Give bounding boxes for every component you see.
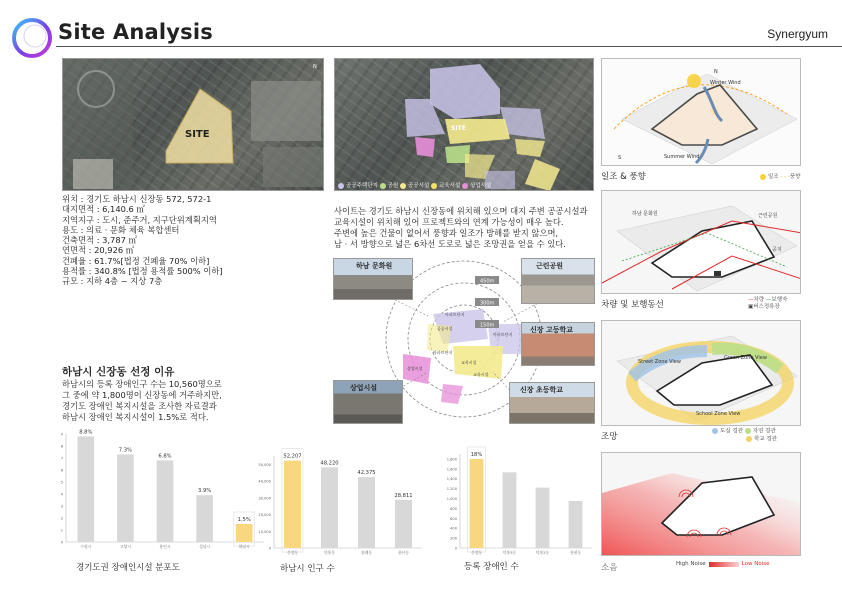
context-aerial-photo <box>334 58 594 191</box>
context-line: 교육시설이 위치해 있어 프로젝트와의 연계 가능성이 매우 높다. <box>334 217 564 227</box>
x-tick-label: 위례동 <box>360 550 373 555</box>
legend-housing-icon <box>338 183 344 189</box>
chart-population-svg <box>250 444 430 556</box>
data-label: 18% <box>470 451 483 458</box>
y-tick-label: 600 <box>450 516 457 521</box>
data-label: 48,220 <box>320 460 339 467</box>
bar <box>77 436 94 542</box>
photo-elementary-school <box>509 382 595 424</box>
reason-title: 하남시 신장동 선정 이유 <box>62 366 175 378</box>
site-info-item: 용적률 : 340.8% [법정 용적률 500% 이하] <box>62 266 223 277</box>
city-view-icon <box>712 428 718 434</box>
traffic-label: 근린공원 <box>758 213 778 219</box>
bar <box>321 467 338 548</box>
site-label: SITE <box>185 129 210 140</box>
y-tick-label: 30,000 <box>258 496 271 501</box>
ring-label: 450m <box>480 278 495 285</box>
bar <box>536 488 550 548</box>
y-tick-label: 9 <box>60 432 63 437</box>
chart-registered-disabled <box>430 442 600 556</box>
north-marker: N <box>714 69 718 75</box>
traffic-label: 공지 <box>772 247 782 253</box>
x-tick-label: 하남시 <box>238 544 250 549</box>
legend-public-icon <box>400 183 406 189</box>
y-tick-label: 6 <box>60 468 63 473</box>
reason-line: 하남시의 등록 장애인구 수는 10,560명으로 <box>62 379 222 389</box>
south-marker: S <box>618 155 622 161</box>
y-tick-label: 0 <box>60 540 63 545</box>
x-tick-label: 용인시 <box>159 544 171 549</box>
site-aerial-overlay <box>63 59 324 191</box>
context-line: 주변에 높은 건물이 없어서 풍향과 일조가 방해를 받지 않으며, <box>334 228 559 238</box>
y-tick-label: 1,800 <box>446 457 457 462</box>
bar <box>569 501 583 548</box>
legend-item: 보행자 <box>771 297 788 303</box>
noise-diagram <box>601 452 801 556</box>
diagram-caption: 조망 <box>601 432 618 442</box>
ring-label: 150m <box>480 322 495 329</box>
data-label: 8.8% <box>79 429 93 436</box>
legend-item: 공원 <box>387 183 399 189</box>
traffic-legend <box>748 297 787 311</box>
ring-label: 300m <box>480 300 495 307</box>
traffic-label: 하남 문화원 <box>632 211 658 217</box>
photo-label: 근린공원 <box>536 262 564 270</box>
site-info-item: 건축면적 : 3,787 ㎡ <box>62 235 137 246</box>
diagram-caption: 소음 <box>601 563 618 573</box>
site-info-item: 지역지구 : 도시, 준주거, 지구단위계획지역 <box>62 214 217 225</box>
legend-item: 상업시설 <box>470 183 492 189</box>
chart-caption: 등록 장애인 수 <box>464 562 519 572</box>
legend-item: 차량 <box>753 297 765 303</box>
y-tick-label: 7 <box>60 456 63 461</box>
sun-wind-diagram <box>601 58 801 166</box>
view-diagram <box>601 320 801 426</box>
winter-wind-label: Winter Wind <box>710 80 741 86</box>
photo-cultural-center <box>333 258 413 300</box>
data-label: 52,207 <box>283 453 302 460</box>
bar <box>503 472 517 548</box>
view-legend <box>712 428 777 443</box>
traffic-drawing <box>602 191 801 294</box>
bar <box>395 500 412 548</box>
context-legend <box>338 181 491 189</box>
site-info-item: 건폐율 : 61.7%[법정 건폐율 70% 이하] <box>62 255 210 266</box>
bar <box>157 460 174 542</box>
context-description <box>334 206 596 250</box>
data-label: 6.8% <box>158 453 172 460</box>
y-tick-label: 3 <box>60 504 63 509</box>
chart-facility-distribution-svg <box>52 424 272 554</box>
x-tick-label: 덕풍동 <box>323 550 336 555</box>
legend-item: 버스정류장 <box>753 304 780 310</box>
y-tick-label: 1,600 <box>446 467 457 472</box>
data-label: 28,811 <box>394 492 413 499</box>
legend-education-icon <box>431 183 437 189</box>
diagram-caption: 일조 & 풍향 <box>601 172 646 182</box>
bar <box>284 461 301 548</box>
y-tick-label: 1 <box>60 528 63 533</box>
bar <box>117 454 134 542</box>
sun-wind-drawing <box>602 59 801 166</box>
site-info-item: 연면적 : 20,926 ㎡ <box>62 245 135 256</box>
x-tick-label: 천현동 <box>569 550 582 555</box>
photo-label: 신장 초등학교 <box>520 386 564 394</box>
chart-caption: 하남시 인구 수 <box>280 564 335 574</box>
diagram-caption: 차량 및 보행동선 <box>601 300 664 310</box>
y-tick-label: 1,400 <box>446 477 457 482</box>
y-tick-label: 400 <box>450 526 457 531</box>
zone-label: 아파트단지 <box>433 350 453 355</box>
data-label: 1.5% <box>237 517 251 523</box>
y-tick-label: 4 <box>60 492 63 497</box>
reason-text <box>62 379 302 423</box>
site-aerial-photo <box>62 58 324 191</box>
data-label: 7.3% <box>118 447 132 454</box>
legend-item: 공공시설 <box>408 183 430 189</box>
context-site-label: SITE <box>451 125 466 132</box>
bar <box>196 495 213 542</box>
legend-item: 풍향 <box>789 174 801 180</box>
y-tick-label: 5 <box>60 480 63 485</box>
zone-label: 아파트단지 <box>493 332 513 337</box>
photo-high-school <box>521 322 595 366</box>
x-tick-label: 풍산동 <box>397 550 410 555</box>
traffic-diagram <box>601 190 801 294</box>
zone-label: 상업시설 <box>407 366 423 371</box>
zone-label: 아파트단지 <box>445 312 465 317</box>
zone-label: 공공시설 <box>437 326 453 331</box>
y-tick-label: 20,000 <box>258 513 271 518</box>
north-marker: N <box>313 64 317 70</box>
y-tick-label: 10,000 <box>258 529 271 534</box>
photo-park <box>521 258 595 304</box>
chart-caption: 경기도권 장애인시설 분포도 <box>76 563 180 573</box>
view-label: Street Zone View <box>638 359 681 365</box>
legend-commercial-icon <box>462 183 468 189</box>
noise-gradient-bar <box>709 562 739 567</box>
nature-view-icon <box>745 428 751 434</box>
pedestrian-line-icon: — <box>765 297 772 303</box>
reason-line: 그 중에 약 1,800명이 신장동에 거주하지만, <box>62 390 222 400</box>
view-drawing <box>602 321 801 426</box>
site-info-item: 규모 : 지하 4층 ~ 지상 7층 <box>62 276 163 287</box>
x-tick-label: 신장동 <box>286 550 299 555</box>
y-tick-label: 8 <box>60 444 63 449</box>
site-info-item: 위치 : 경기도 하남시 신장동 572, 572-1 <box>62 194 212 204</box>
sun-icon <box>760 174 766 180</box>
context-line: 사이트는 경기도 하남시 신장동에 위치해 있으며 대지 주변 공공시설과 <box>334 206 588 216</box>
x-tick-label: 고양시 <box>119 544 131 549</box>
y-tick-label: 0 <box>454 546 457 551</box>
y-tick-label: 1,000 <box>446 497 457 502</box>
legend-item: 일조 <box>768 174 779 180</box>
noise-legend <box>676 561 770 567</box>
legend-item: 자연 경관 <box>752 428 776 435</box>
header-divider <box>56 46 842 47</box>
noise-drawing <box>602 453 801 556</box>
x-tick-label: 수원시 <box>80 544 92 549</box>
radius-diagram <box>333 254 595 424</box>
zone-label: 교육시설 <box>461 360 477 365</box>
photo-commercial <box>333 380 403 424</box>
y-tick-label: 0 <box>268 546 271 551</box>
bar <box>470 459 484 548</box>
site-info-list <box>62 194 327 287</box>
zone-label: 교육시설 <box>473 372 489 377</box>
summer-wind-label: Summer Wind <box>664 154 700 160</box>
x-tick-label: 신장동 <box>470 550 483 555</box>
chart-facility-distribution <box>52 424 272 554</box>
site-info-item: 용도 : 의료 · 문화 체육 복합센터 <box>62 224 180 235</box>
x-tick-label: 덕풍3동 <box>502 550 517 555</box>
bar <box>358 477 375 548</box>
legend-item: 학교 경관 <box>754 436 778 442</box>
page-title: Site Analysis <box>58 20 213 44</box>
y-tick-label: 1,200 <box>446 487 457 492</box>
y-tick-label: 40,000 <box>258 479 271 484</box>
photo-label: 신장 고등학교 <box>530 326 574 334</box>
y-tick-label: 200 <box>450 536 457 541</box>
legend-item: 교육시설 <box>439 183 461 189</box>
x-tick-label: 덕풍2동 <box>535 550 550 555</box>
y-tick-label: 2 <box>60 516 63 521</box>
synergyum-logo <box>12 18 52 58</box>
chart-population <box>250 444 430 556</box>
photo-label: 상업시설 <box>350 384 378 392</box>
x-tick-label: 성남시 <box>199 544 211 549</box>
site-info-item: 대지면적 : 6,140.6 ㎡ <box>62 204 145 215</box>
wind-line-icon: - - - <box>780 174 790 180</box>
bus-stop-icon: ▣ <box>748 304 754 310</box>
data-label: 3.9% <box>198 488 212 495</box>
noise-low-label: Low Noise <box>741 561 770 567</box>
legend-item: 도심 경관 <box>720 428 744 435</box>
y-tick-label: 50,000 <box>258 462 271 467</box>
noise-high-label: High Noise <box>676 561 706 567</box>
sun-wind-legend <box>760 172 800 180</box>
chart-registered-disabled-svg <box>430 442 600 556</box>
view-label: School Zone View <box>696 411 741 417</box>
view-label: Green Zone View <box>724 355 767 361</box>
data-label: 42,375 <box>357 470 376 477</box>
reason-line: 하남시 장애인 복지시설이 1.5%로 적다. <box>62 412 209 422</box>
car-line-icon: — <box>748 297 754 303</box>
legend-park-icon <box>380 183 386 189</box>
context-line: 남 · 서 방향으로 넓은 6차선 도로로 넓은 조망권을 얻을 수 있다. <box>334 239 566 249</box>
reason-line: 경기도 장애인 복지시설을 조사한 자료결과 <box>62 401 217 411</box>
school-view-icon <box>746 436 752 442</box>
photo-label: 하남 문화원 <box>356 262 393 270</box>
brand-name: Synergyum <box>767 27 828 41</box>
y-tick-label: 800 <box>450 506 457 511</box>
legend-item: 공공주택단지 <box>346 183 378 189</box>
